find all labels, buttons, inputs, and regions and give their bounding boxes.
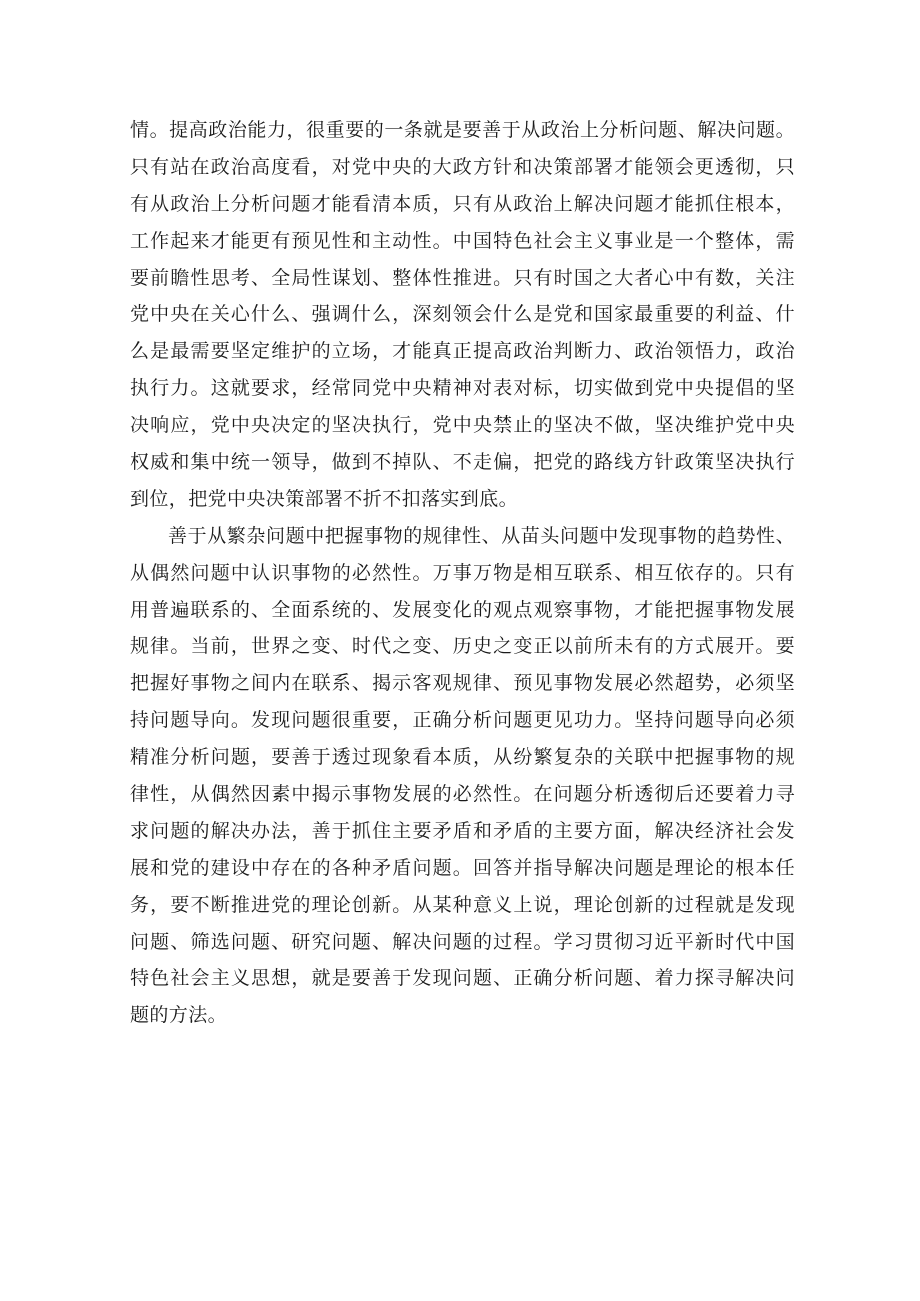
text-line: 只有站在政治高度看，对党中央的大政方针和决策部署才能领会更透彻，只 — [130, 155, 795, 178]
text-line: 务，要不断推进党的理论创新。从某种意义上说，理论创新的过程就是发现 — [130, 893, 795, 916]
text-line: 么是最需要坚定维护的立场，才能真正提高政治判断力、政治领悟力，政治 — [130, 340, 795, 363]
text-line: 权威和集中统一领导，做到不掉队、不走偏，把党的路线方针政策坚决执行 — [130, 451, 795, 474]
text-line: 执行力。这就要求，经常同党中央精神对表对标，切实做到党中央提倡的坚 — [130, 377, 795, 400]
text-line: 决响应，党中央决定的坚决执行，党中央禁止的坚决不做，坚决维护党中央 — [130, 414, 795, 437]
text-line: 律性，从偶然因素中揭示事物发展的必然性。在问题分析透彻后还要着力寻 — [130, 783, 795, 806]
text-line: 有从政治上分析问题才能看清本质，只有从政治上解决问题才能抓住根本， — [130, 192, 795, 215]
text-line: 工作起来才能更有预见性和主动性。中国特色社会主义事业是一个整体，需 — [130, 229, 795, 252]
text-line: 展和党的建设中存在的各种矛盾问题。回答并指导解决问题是理论的根本任 — [130, 856, 795, 879]
text-line: 情。提高政治能力，很重要的一条就是要善于从政治上分析问题、解决问题。 — [130, 119, 795, 141]
text-line: 问题、筛选问题、研究问题、解决问题的过程。学习贯彻习近平新时代中国 — [130, 930, 795, 953]
text-line: 党中央在关心什么、强调什么，深刻领会什么是党和国家最重要的利益、什 — [130, 303, 795, 326]
text-line: 题的方法。 — [130, 1004, 228, 1027]
text-line: 把握好事物之间内在联系、揭示客观规律、预见事物发展必然超势，必须坚 — [130, 672, 795, 695]
body-text — [130, 112, 795, 1034]
text-line: 特色社会主义思想，就是要善于发现问题、正确分析问题、着力探寻解决问 — [130, 967, 795, 990]
text-line: 求问题的解决办法，善于抓住主要矛盾和矛盾的主要方面，解决经济社会发 — [130, 819, 795, 842]
text-line: 从偶然问题中认识事物的必然性。万事万物是相互联系、相互依存的。只有 — [130, 561, 795, 584]
text-line: 精准分析问题，要善于透过现象看本质，从纷繁复杂的关联中把握事物的规 — [130, 746, 795, 769]
text-line: 规律。当前，世界之变、时代之变、历史之变正以前所未有的方式展开。要 — [130, 635, 795, 658]
paragraph-2 — [130, 518, 795, 1034]
text-line: 善于从繁杂问题中把握事物的规律性、从苗头问题中发现事物的趋势性、 — [168, 524, 795, 547]
text-line: 用普遍联系的、全面系统的、发展变化的观点观察事物，才能把握事物发展 — [130, 598, 795, 621]
text-line: 到位，把党中央决策部署不折不扣落实到底。 — [130, 487, 519, 510]
text-line: 要前瞻性思考、全局性谋划、整体性推进。只有时国之大者心中有数，关注 — [130, 266, 795, 289]
paragraph-1 — [130, 112, 795, 518]
text-line: 持问题导向。发现问题很重要，正确分析问题更见功力。坚持问题导向必须 — [130, 709, 795, 732]
